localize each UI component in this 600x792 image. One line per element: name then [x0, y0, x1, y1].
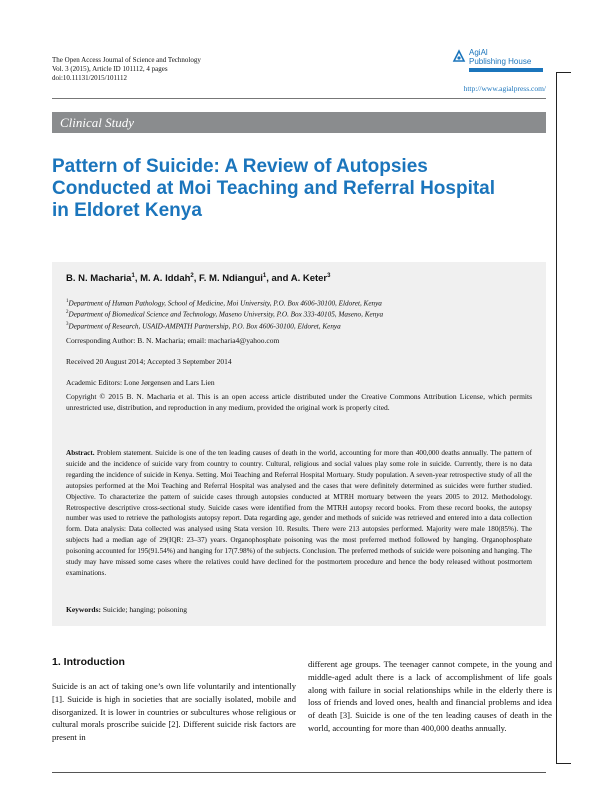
section-label-band: Clinical Study: [52, 112, 546, 133]
publisher-logo-bar: [469, 68, 543, 72]
author-affiliation-mark: 1: [262, 273, 267, 279]
author-list: [66, 273, 330, 284]
publisher-name-line2: Publishing House: [469, 57, 532, 66]
publisher-url-link[interactable]: http://www.agialpress.com/: [463, 84, 546, 93]
received-dates: Received 20 August 2014; Accepted 3 September 2014: [66, 357, 232, 366]
journal-info: [52, 56, 201, 83]
introduction-left-column: Suicide is an act of taking one’s own life voluntarily and intentionally [1]. Suicide is high in societies that are socially isolated, mobile and disorganized. It is lower in countries or subcultures whose religious or cultural morals proscribe suicide [2]. Different suicide risk factors are present in: [52, 681, 296, 743]
journal-doi: doi:10.11131/2015/101112: [52, 74, 127, 82]
keywords-text: Suicide; hanging; poisoning: [102, 605, 188, 614]
academic-editors: Academic Editors: Lone Jørgensen and Lars Lien: [66, 378, 215, 387]
footer-divider: [52, 772, 546, 773]
introduction-heading: 1. Introduction: [52, 656, 125, 668]
introduction-right-column: different age groups. The teenager cannot compete, in the young and middle-aged adult there is a lack of accomplishment of life goals along with failure in social relationships while in the elderly there is loss of friends and loved ones, health and financial problems and idea of death [3]. Suicide is one of the ten leading causes of death in the world, accounting for more than 400,000 deaths annually.: [308, 659, 552, 733]
publisher-name-line1: AgiAl: [469, 48, 488, 57]
author-name: A. Keter: [290, 273, 328, 285]
header-divider: [52, 98, 546, 99]
affiliation-list: [66, 297, 383, 331]
affiliation-item: $^3$Department of Research, USAID-AMPATH Partnership, P.O. Box 4606-30100, Eldoret, Kenya: [66, 321, 341, 331]
abstract-label: Abstract.: [66, 449, 95, 457]
license-statement: Copyright © 2015 B. N. Macharia et al. This is an open access article distributed under the Creative Commons Attribution License, which permits unrestricted use, distribution, and reproduction in any medium, provided the original work is properly cited.: [66, 392, 532, 412]
author-affiliation-mark: 2: [190, 273, 194, 279]
abstract: [66, 448, 532, 579]
author-name: B. N. Macharia: [66, 273, 132, 285]
page-side-frame: [556, 72, 571, 764]
article-title: Pattern of Suicide: A Review of Autopsies Conducted at Moi Teaching and Referral Hospital in Eldoret Kenya: [52, 156, 496, 221]
author-name: M. A. Iddah: [140, 273, 191, 285]
author-separator: ,: [193, 273, 200, 285]
author-affiliation-mark: 3: [327, 273, 331, 279]
abstract-text: Problem statement. Suicide is one of the ten leading causes of death in the world, accounting for more than 400,000 deaths annually. The pattern of suicide and the incidence of suicide vary from country to country. Cultural, religious and social values play some role in suicide. Currently, there is no data regarding the incidence of suicide in Kenya. Setting. Moi Teaching and Referral Hospital Mortuary. Study population. A seven-year retrospective study of all the autopsies performed at the Moi Teaching and Referral Hospital was analysed and the cases that were definitely determined as suicides were further studied. Objective. To characterize the pattern of suicide cases through autopsies conducted at MTRH mortuary between the years 2005 to 2012. Methodology. Retrospective descriptive cross-sectional study. Suicide cases were identified from the MTRH autopsy record books. From these record books, the autopsy number was used to retrieve the pathologists autopsy report. Data regarding age, gender and methods of suicide was retrieved and entered into a data collection form. Data analysis: Data collected was analysed using Stata version 10. Results. There were 213 autopsies performed. Majority were male 180(85%). The subjects had a median age of 29(IQR: 23–37) years. Organophosphate poisoning was the most preferred method followed by hanging. Organophosphate poisoning accounted for 195(91.54%) and hanging for 17(7.98%) of the subjects. Conclusion. The preferred methods of suicide were poisoning and hanging. The study may have missed some cases where the relatives could have declined for the postmortem procedure and hence the body released without postmortem examinations.: [66, 449, 532, 577]
keywords-label: Keywords:: [66, 605, 101, 614]
keywords: [66, 605, 187, 614]
journal-name: The Open Access Journal of Science and Technology: [52, 56, 201, 64]
publisher-logo-icon: [452, 49, 466, 63]
author-separator: , and: [266, 273, 291, 285]
corresponding-author: Corresponding Author: B. N. Macharia; email: macharia4@yahoo.com: [66, 336, 280, 345]
author-affiliation-mark: 1: [131, 273, 135, 279]
affiliation-item: $^1$Department of Human Pathology, School of Medicine, Moi University, P.O. Box 4606-30100, Eldoret, Kenya: [66, 299, 382, 308]
author-name: F. M. Ndiangui: [199, 273, 263, 285]
affiliation-item: $^2$Department of Biomedical Science and Technology, Maseno University, P.O. Box 333-40105, Maseno, Kenya: [66, 310, 384, 319]
journal-volume: Vol. 3 (2015), Article ID 101112, 4 pages: [52, 65, 168, 73]
author-separator: ,: [134, 273, 141, 285]
